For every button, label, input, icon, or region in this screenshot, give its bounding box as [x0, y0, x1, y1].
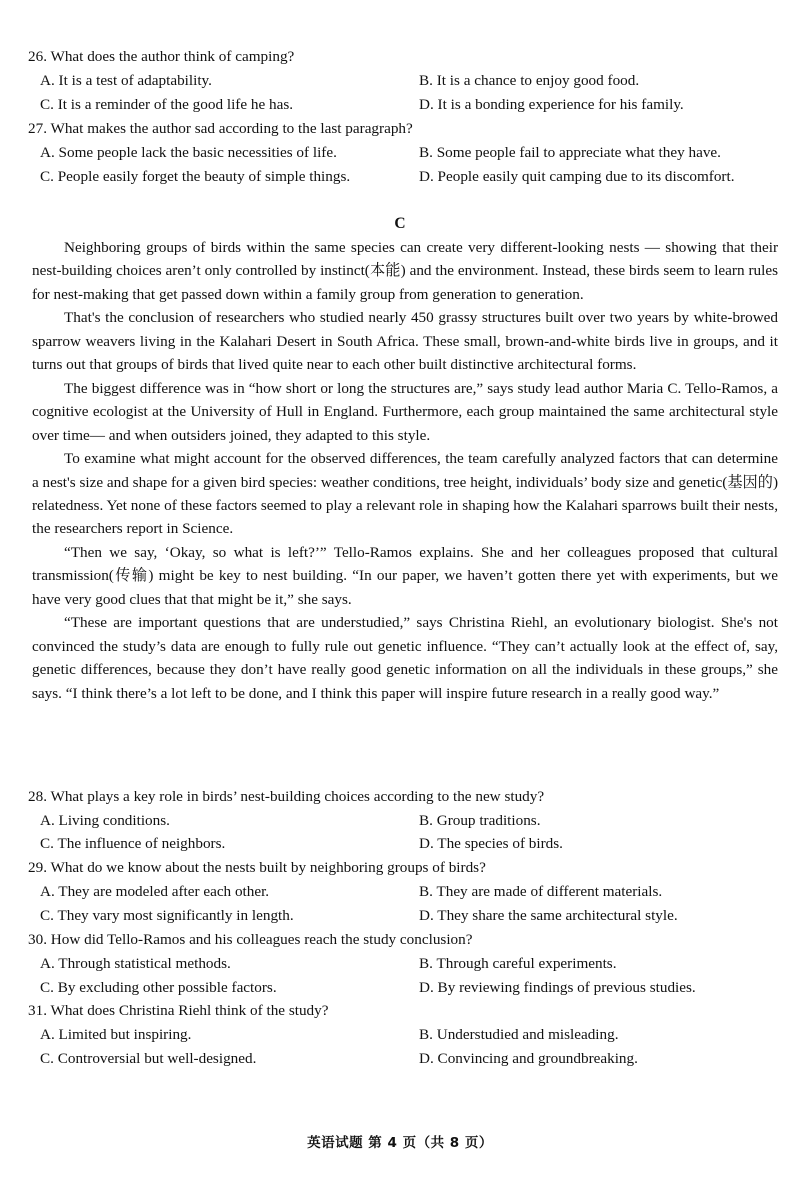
question-28-option-a: A. Living conditions.	[40, 812, 170, 829]
question-30-option-c: C. By excluding other possible factors.	[40, 979, 277, 996]
question-27-option-b: B. Some people fail to appreciate what they have.	[419, 144, 721, 161]
question-27-stem: 27. What makes the author sad according to the last paragraph?	[28, 120, 413, 137]
question-31-option-d: D. Convincing and groundbreaking.	[419, 1050, 638, 1067]
passage-paragraph: To examine what might account for the observed differences, the team carefully analyzed factors that can determine a nest's size and shape for a given bird species: weather conditions, tree height, individuals’ body size and genetic(基因的) relatedness. Yet none of these factors seemed to play a relevant role in shaping how the Kalahari sparrows built their nests, the researchers report in Science.	[32, 450, 778, 538]
question-30-stem: 30. How did Tello-Ramos and his colleagues reach the study conclusion?	[28, 931, 473, 948]
question-26-option-b: B. It is a chance to enjoy good food.	[419, 72, 640, 89]
question-28-option-b: B. Group traditions.	[419, 812, 541, 829]
question-30-option-b: B. Through careful experiments.	[419, 955, 617, 972]
question-27-option-a: A. Some people lack the basic necessities of life.	[40, 144, 337, 161]
section-title: C	[394, 215, 406, 232]
question-29-stem: 29. What do we know about the nests built by neighboring groups of birds?	[28, 859, 486, 876]
passage-paragraph: “Then we say, ‘Okay, so what is left?’” Tello-Ramos explains. She and her colleagues proposed that cultural transmission(传输) might be key to nest building. “In our paper, we haven’t gotten there yet with experiments, but we have very good clues that that might be it,” she says.	[32, 543, 778, 608]
question-26-option-a: A. It is a test of adaptability.	[40, 72, 212, 89]
question-28-option-c: C. The influence of neighbors.	[40, 835, 226, 852]
question-28-stem: 28. What plays a key role in birds’ nest-building choices according to the new study?	[28, 788, 545, 805]
reading-passage	[32, 236, 778, 705]
question-31-option-a: A. Limited but inspiring.	[40, 1026, 192, 1043]
question-27-option-c: C. People easily forget the beauty of simple things.	[40, 168, 351, 185]
question-26-option-c: C. It is a reminder of the good life he has.	[40, 96, 294, 113]
question-26-option-d: D. It is a bonding experience for his family.	[419, 96, 684, 113]
passage-paragraph: Neighboring groups of birds within the same species can create very different-looking nests — showing that their nest-building choices aren’t only controlled by instinct(本能) and the environment. Instead, these birds seem to learn rules for nest-making that get passed down within a family group from generation to generation.	[32, 239, 778, 303]
page-footer: 英语试题 第 4 页（共 8 页）	[307, 1135, 493, 1151]
passage-paragraph: The biggest difference was in “how short or long the structures are,” says study lead author Maria C. Tello-Ramos, a cognitive ecologist at the University of Hull in England. Furthermore, each group maintained the same architectural style over time— and when outsiders joined, they adapted to this style.	[32, 379, 778, 444]
question-31-stem: 31. What does Christina Riehl think of the study?	[28, 1002, 329, 1019]
question-26-stem: 26. What does the author think of camping?	[28, 48, 295, 65]
passage-paragraph: “These are important questions that are understudied,” says Christina Riehl, an evolutionary biologist. She's not convinced the study’s data are enough to fully rule out genetic influence. “They can’t actually look at the effect of, say, genetic differences, because they don’t have really good genetic information on all the individuals in these groups,” she says. “I think there’s a lot left to be done, and I think this paper will inspire future research in a really good way.”	[32, 614, 778, 702]
question-27-option-d: D. People easily quit camping due to its discomfort.	[419, 168, 735, 185]
passage-paragraph: That's the conclusion of researchers who studied nearly 450 grassy structures built over two years by white-browed sparrow weavers living in the Kalahari Desert in South Africa. These small, brown-and-white birds live in groups, and it turns out that groups of birds that lived quite near to each other built distinctive architectural forms.	[32, 309, 778, 374]
question-30-option-d: D. By reviewing findings of previous studies.	[419, 979, 696, 996]
question-29-option-a: A. They are modeled after each other.	[40, 883, 270, 900]
question-31-option-b: B. Understudied and misleading.	[419, 1026, 619, 1043]
question-29-option-b: B. They are made of different materials.	[419, 883, 663, 900]
question-30-option-a: A. Through statistical methods.	[40, 955, 231, 972]
question-31-option-c: C. Controversial but well-designed.	[40, 1050, 257, 1067]
question-29-option-d: D. They share the same architectural style.	[419, 907, 678, 924]
question-29-option-c: C. They vary most significantly in length.	[40, 907, 294, 924]
question-28-option-d: D. The species of birds.	[419, 835, 563, 852]
